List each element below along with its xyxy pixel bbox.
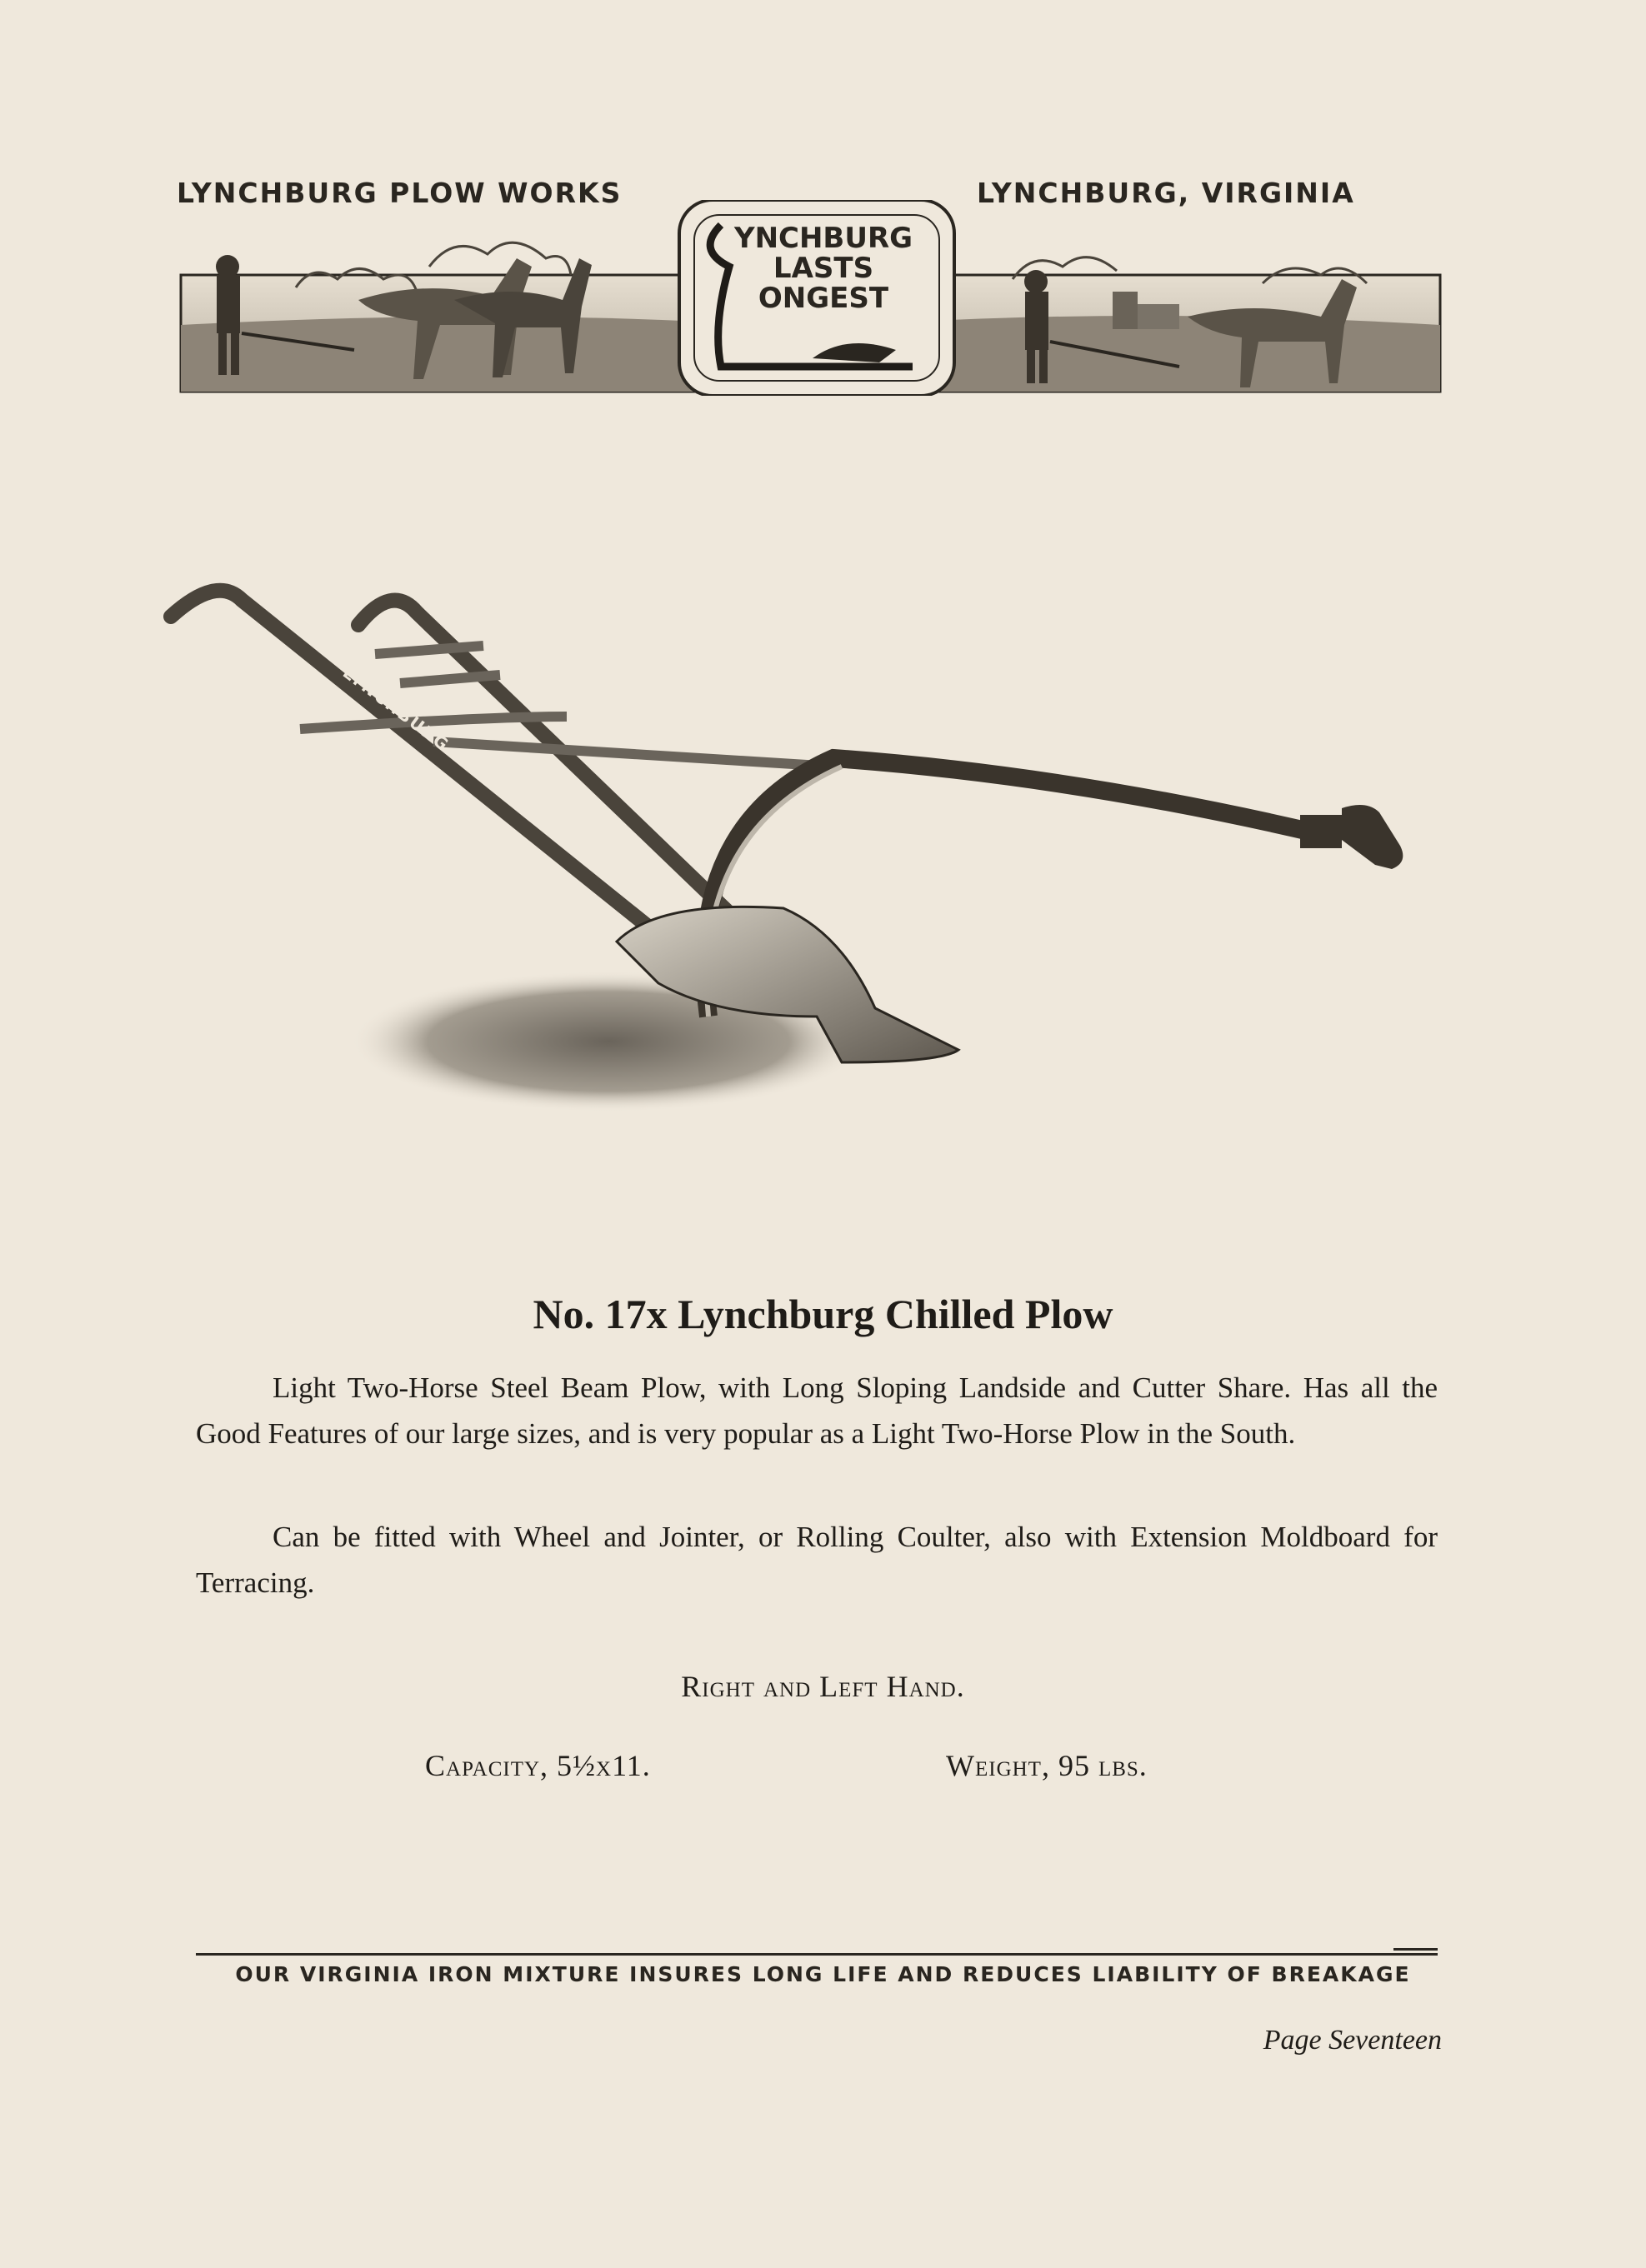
- beam-stamp: LYNCHBURG 17XR: [338, 662, 504, 793]
- product-title: No. 17x Lynchburg Chilled Plow: [533, 1291, 1113, 1337]
- logo-line-1: YNCHBURG: [733, 222, 913, 255]
- capacity-spec: Capacity, 5½x11.: [425, 1749, 651, 1782]
- footer-motto: OUR VIRGINIA IRON MIXTURE INSURES LONG LIFE AND REDUCES LIABILITY OF BREAKAGE: [235, 1962, 1411, 1986]
- plow-illustration: [150, 550, 1467, 1117]
- header-location: LYNCHBURG, VIRGINIA: [977, 177, 1355, 209]
- logo-line-2: LASTS: [773, 252, 874, 285]
- clevis: [1300, 805, 1403, 869]
- product-options: Can be fitted with Wheel and Jointer, or Rolling Coulter, also with Extension Moldboard for Terracing.: [196, 1521, 1438, 1599]
- logo-line-3: ONGEST: [758, 282, 889, 315]
- product-description: Light Two-Horse Steel Beam Plow, with Long Sloping Landside and Cutter Share. Has all the Good Features of our large sizes, and is very popular as a Light Two-Horse Plow in the South.: [196, 1371, 1438, 1450]
- hand-availability: Right and Left Hand.: [681, 1670, 965, 1703]
- page-number: Page Seventeen: [1263, 2025, 1442, 2056]
- header-company-name: LYNCHBURG PLOW WORKS: [177, 177, 623, 209]
- footer-rule: [196, 1953, 1438, 1956]
- weight-spec: Weight, 95 lbs.: [946, 1749, 1148, 1782]
- footer-rule-accent: [1393, 1948, 1438, 1951]
- logo-lettering: [698, 223, 948, 313]
